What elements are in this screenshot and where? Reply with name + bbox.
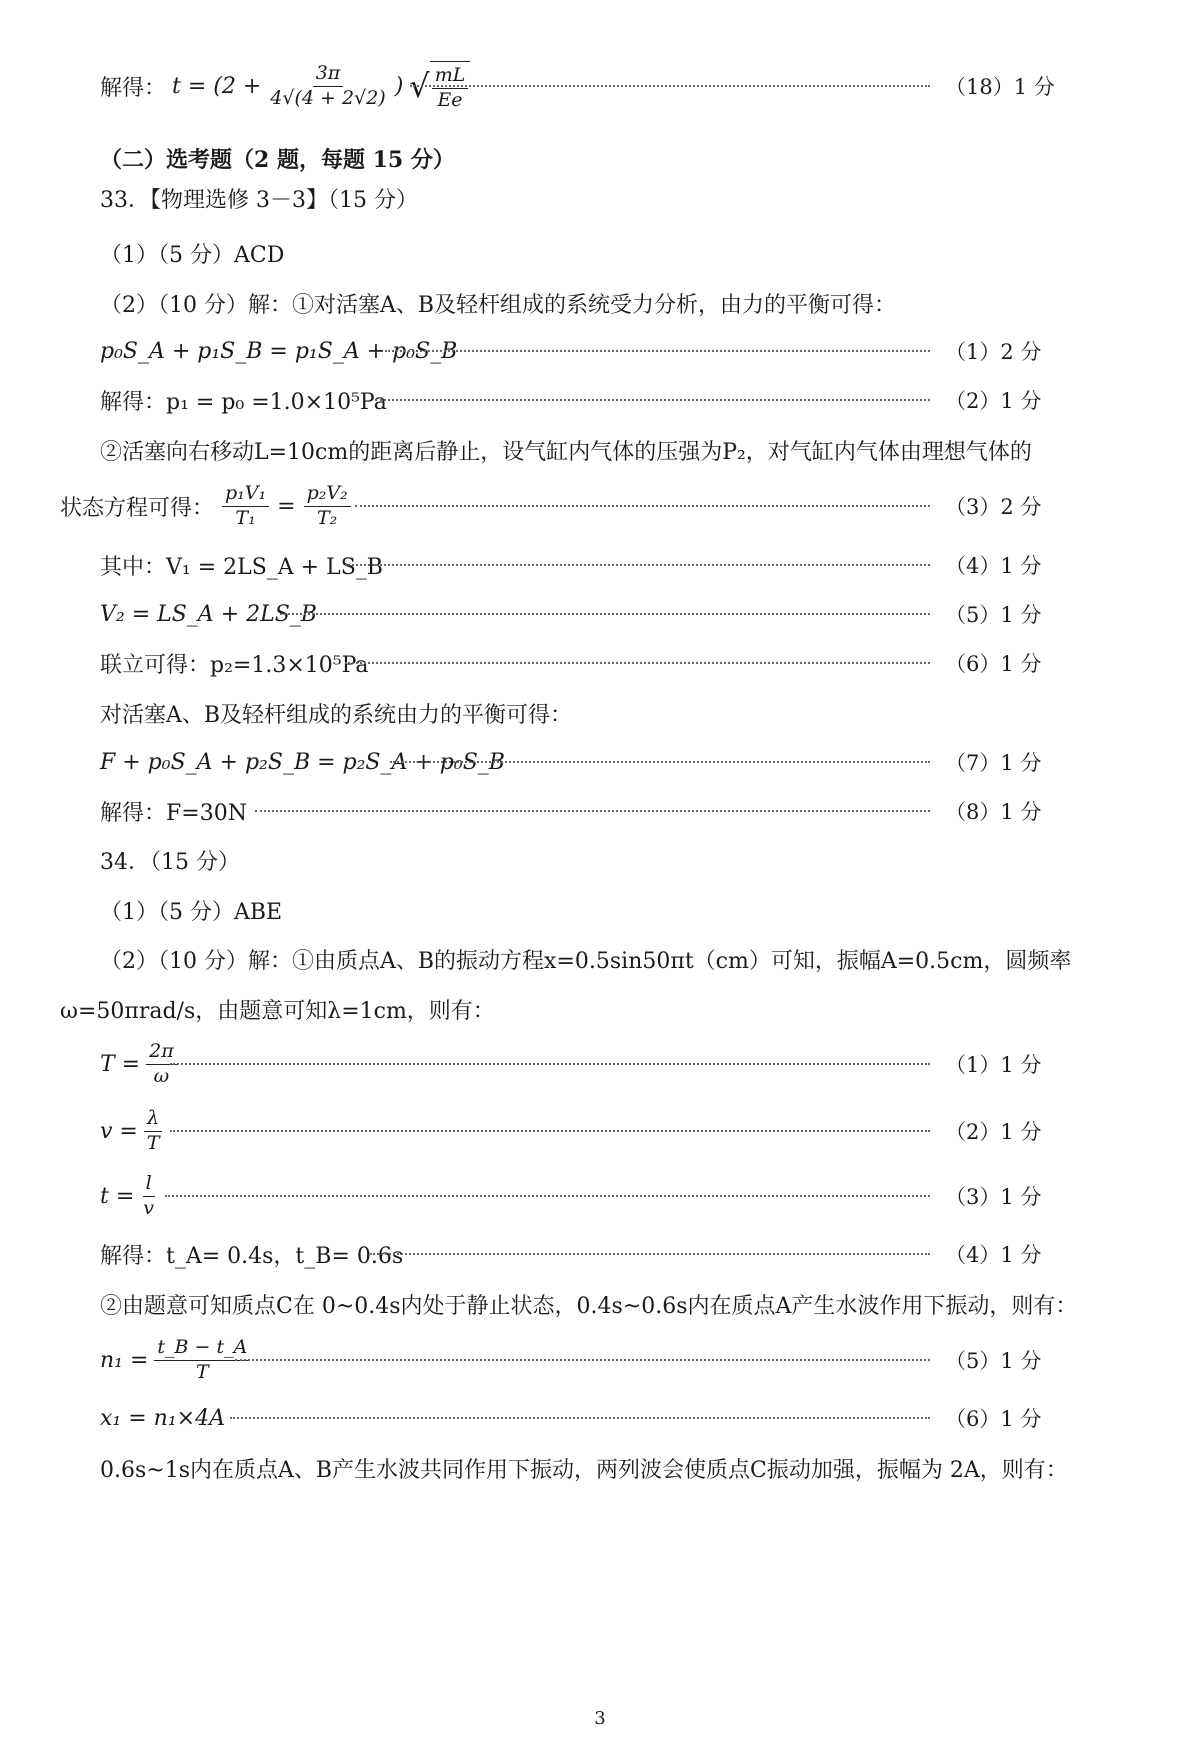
score: （3）1 分	[945, 1185, 1042, 1209]
dot-leader	[375, 399, 930, 401]
dot-leader	[390, 761, 930, 763]
score: （6）1 分	[945, 652, 1042, 676]
eq-prefix: 解得：	[100, 75, 167, 101]
score: （2）1 分	[945, 1120, 1042, 1144]
eq-18-row: 解得： t = (2 + $\frac{3\pi}{4√(4 + 2√2)}$ ) √ $\frac{mL}{Ee}$ （18）1 分	[0, 58, 1200, 114]
score: （7）1 分	[945, 751, 1042, 775]
radical-icon: √	[409, 67, 430, 105]
dot-leader	[255, 810, 930, 812]
dot-leader	[165, 1195, 930, 1197]
score: （1）2 分	[945, 340, 1042, 364]
equation: 解得：t_A= 0.4s，t_B= 0.6s	[100, 1243, 404, 1269]
dot-leader	[230, 1417, 930, 1419]
q33-eq7-row	[0, 734, 1200, 790]
q34-para2: ②由题意可知质点C在 0~0.4s内处于静止状态，0.4s~0.6s内在质点A产生水波作用下振动，则有：	[100, 1293, 1078, 1319]
equation: F + p₀S_A + p₂S_B = p₂S_A + p₀S_B	[100, 749, 505, 775]
q34-eq6-row	[0, 1390, 1200, 1446]
fraction: $\frac{\lambda}{T}$	[144, 1109, 163, 1154]
q34-eq2-row: v = $\frac{\lambda}{T}$ （2）1 分	[0, 1103, 1200, 1159]
q33-para3: 对活塞A、B及轻杆组成的系统由力的平衡可得：	[100, 702, 573, 728]
q34-part1: （1）（5 分）ABE	[100, 899, 283, 925]
q33-eq5-row	[0, 586, 1200, 642]
q33-eq6-row	[0, 635, 1200, 691]
q33-para2: ②活塞向右移动L=10cm的距离后静止，设气缸内气体的压强为P₂，对气缸内气体由理想气体的	[100, 439, 1032, 465]
eq-prefix: 状态方程可得：	[60, 495, 215, 521]
fraction: $\frac{\text{p₁V₁}}{\text{T₁}}$	[222, 484, 269, 529]
q34-part2-intro-b: ω=50πrad/s，由题意可知λ=1cm，则有：	[60, 998, 495, 1024]
score: （8）1 分	[945, 800, 1042, 824]
q33-eq4-row	[0, 537, 1200, 593]
score: （6）1 分	[945, 1407, 1042, 1431]
equation: x₁ = n₁×4A	[100, 1405, 225, 1431]
score: （4）1 分	[945, 554, 1042, 578]
dot-leader	[170, 1130, 930, 1132]
q34-eq5-row: n₁ = $\frac{t\_B - t\_A}{T}$ （5）1 分	[0, 1332, 1200, 1388]
dot-leader	[235, 1359, 930, 1361]
dot-leader	[385, 350, 930, 352]
q33-eq1-row	[0, 323, 1200, 379]
score: （2）1 分	[945, 389, 1042, 413]
section-heading: （二）选考题（2 题，每题 15 分）	[100, 146, 455, 173]
dot-leader	[345, 662, 930, 664]
dot-leader	[280, 613, 930, 615]
q34-part2-intro-a: （2）（10 分）解：①由质点A、B的振动方程x=0.5sin50πt（cm）可知，振幅A=0.5cm，圆频率	[100, 948, 1072, 974]
equation: 解得：F=30N	[100, 800, 247, 826]
score: （4）1 分	[945, 1243, 1042, 1267]
q33-eq3-row: 状态方程可得： $\frac{\text{p₁V₁}}{\text{T₁}}$ = $\frac{\text{p₂V₂}}{\text{T₂}}$ （3）2 分	[0, 478, 1200, 534]
eq-lhs: t = (2 +	[172, 73, 262, 99]
score: （18）1 分	[945, 75, 1055, 99]
q34-eq1-row: T = $\frac{2\pi}{\omega}$ （1）1 分	[0, 1036, 1200, 1092]
equation: V₂ = LS_A + 2LS_B	[100, 601, 317, 627]
q34-para3: 0.6s~1s内在质点A、B产生水波共同作用下振动，两列波会使质点C振动加强，振幅为 2A，则有：	[100, 1457, 1068, 1483]
q33-eq8-row	[0, 783, 1200, 839]
fraction: $\frac{l}{v}$	[143, 1171, 155, 1219]
equation: 解得：p₁ = p₀ =1.0×10⁵Pa	[100, 389, 387, 415]
score: （3）2 分	[945, 495, 1042, 519]
dot-leader	[345, 564, 930, 566]
score: （1）1 分	[945, 1053, 1042, 1077]
score: （5）1 分	[945, 603, 1042, 627]
q33-eq2-row	[0, 372, 1200, 428]
fraction: $\frac{2\pi}{\omega}$	[146, 1042, 177, 1087]
dot-leader	[410, 85, 930, 87]
fraction: $\frac{3\pi}{4√(4 + 2√2)}$	[270, 61, 386, 109]
equation: 其中：V₁ = 2LS_A + LS_B	[100, 554, 383, 580]
dot-leader	[370, 1253, 930, 1255]
fraction: $\frac{t\_B - t\_A}{T}$	[154, 1338, 250, 1383]
score: （5）1 分	[945, 1349, 1042, 1373]
q34-eq4-row	[0, 1226, 1200, 1282]
q34-eq3-row: t = $\frac{l}{v}$ （3）1 分	[0, 1168, 1200, 1224]
dot-leader	[170, 1063, 930, 1065]
q33-part1: （1）（5 分）ACD	[100, 242, 285, 268]
equation: p₀S_A + p₁S_B = p₁S_A + p₀S_B	[100, 338, 458, 364]
page-number: 3	[594, 1708, 606, 1729]
q33-part2-intro: （2）（10 分）解：①对活塞A、B及轻杆组成的系统受力分析，由力的平衡可得：	[100, 292, 897, 318]
equation: 联立可得：p₂=1.3×10⁵Pa	[100, 652, 369, 678]
dot-leader	[355, 505, 930, 507]
fraction: $\frac{\text{p₂V₂}}{\text{T₂}}$	[304, 484, 351, 529]
q33-title: 33．【物理选修 3－3】（15 分）	[100, 187, 418, 213]
sqrt: √ $\frac{mL}{Ee}$	[409, 61, 470, 111]
q34-title: 34．（15 分）	[100, 849, 240, 875]
